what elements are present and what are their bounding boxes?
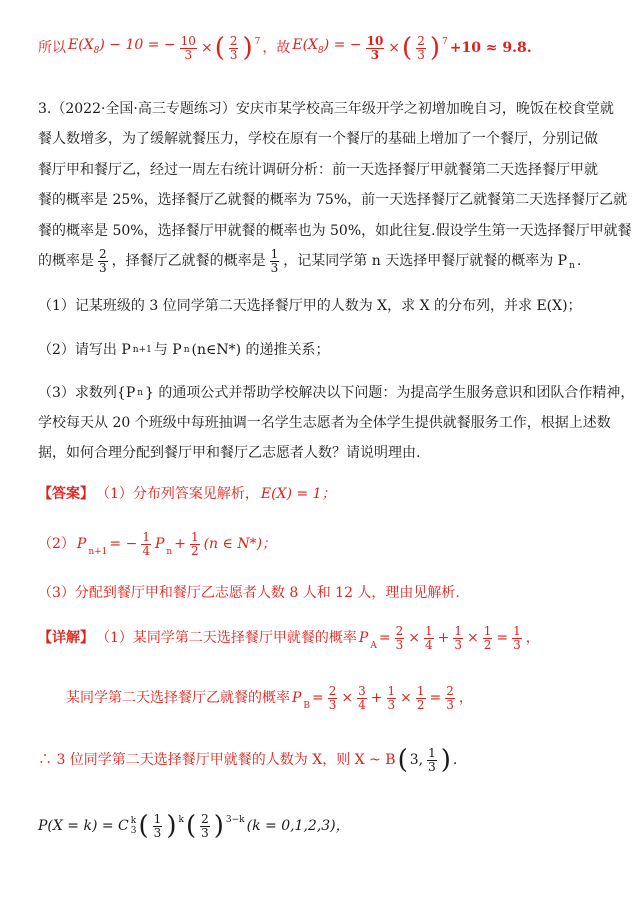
fraction: [180, 35, 197, 62]
math: (k = 0,1,2,3)，: [246, 818, 350, 834]
paren: (: [402, 33, 413, 63]
problem-line-4: 餐的概率是 25%，选择餐厅乙就餐的概率为 75%，前一天选择餐厅乙就餐第二天选择餐厅乙就: [38, 192, 628, 208]
denominator: 3: [99, 260, 107, 275]
question-3-line-3: 据，如何合理分配到餐厅甲和餐厅乙志愿者人数？请说明理由.: [38, 445, 421, 461]
numerator: 2: [328, 683, 337, 698]
math: E(X) = 1；: [260, 486, 336, 502]
paren: ): [440, 745, 451, 775]
detail-line-4: [38, 806, 622, 846]
text: ，择餐厅乙就餐的概率是: [111, 253, 266, 269]
detail-label: 【详解】: [38, 630, 94, 646]
fraction: [416, 685, 426, 712]
denominator: 3: [395, 637, 404, 652]
numerator: 2: [201, 811, 209, 826]
fraction: [190, 531, 200, 558]
text: 所以: [38, 40, 66, 56]
math-part: ) = −: [323, 37, 362, 54]
fraction: [270, 248, 280, 275]
math: = −: [109, 536, 138, 552]
denominator: 2: [190, 543, 199, 558]
subscript: n+1: [132, 345, 152, 355]
numerator: 1: [190, 529, 199, 544]
fraction: [153, 813, 163, 840]
paren: ): [213, 811, 224, 841]
fraction: [387, 685, 397, 712]
math: P: [292, 690, 302, 706]
paren: (: [185, 811, 197, 841]
math: P: [76, 536, 87, 552]
combination-indices: [131, 816, 137, 836]
numerator: 2: [99, 246, 107, 261]
denominator: 4: [358, 697, 366, 712]
subscript: 8: [318, 45, 324, 56]
subscript: A: [370, 641, 377, 651]
question-1: （1）记某班级的 3 位同学第二天选择餐厅甲的人数为 X，求 X 的分布列，并求 E(X)；: [38, 298, 582, 314]
denominator: 3: [328, 697, 337, 712]
fraction: [98, 248, 108, 275]
denominator: 3: [428, 759, 436, 774]
fraction: [424, 625, 434, 652]
paren: (: [138, 811, 149, 841]
denominator: 3: [454, 637, 462, 652]
numerator: 1: [454, 623, 462, 638]
answer-line-2: [38, 526, 622, 562]
numerator: 1: [270, 246, 279, 261]
fraction: [357, 685, 367, 712]
prev-solution-line: [38, 28, 622, 68]
text: .: [452, 752, 458, 768]
denominator: 2: [483, 637, 492, 652]
math: [68, 35, 176, 61]
fraction: [445, 685, 455, 712]
numerator: 1: [513, 623, 521, 638]
fraction: [512, 625, 522, 652]
fraction: [395, 625, 405, 652]
problem-line-6: [38, 246, 622, 276]
fraction: [483, 625, 493, 652]
text: （3）求数列{P: [38, 385, 136, 401]
answer-line-3: （3）分配到餐厅甲和餐厅乙志愿者人数 8 人和 12 人，理由见解析.: [38, 585, 460, 601]
subscript: 8: [93, 45, 100, 56]
times-sign: ×: [388, 40, 401, 56]
math: +: [174, 536, 186, 552]
fraction: [427, 747, 437, 774]
denominator: 3: [184, 47, 193, 62]
fraction: [229, 35, 239, 62]
numerator: 2: [229, 33, 238, 48]
fraction: [453, 625, 463, 652]
denominator: 3: [417, 47, 425, 62]
numerator: 2: [446, 683, 454, 698]
fraction: [200, 813, 210, 840]
text: .: [576, 253, 582, 269]
problem-line-2: 餐人数增多，为了缓解就餐压力，学校在原有一个餐厅的基础上增加了一个餐厅，分别记做: [38, 131, 598, 147]
text: （1）某同学第二天选择餐厅甲就餐的概率: [96, 630, 357, 646]
fraction: [328, 685, 338, 712]
subscript: n: [569, 261, 575, 271]
math-part: E(X: [292, 37, 319, 54]
text: （2）请写出 P: [38, 342, 131, 358]
numerator: 1: [142, 529, 150, 544]
math: P(X = k) = C: [38, 818, 129, 834]
numerator: 1: [483, 623, 492, 638]
times-sign: ×: [200, 40, 213, 56]
math: (n ∈ N*)；: [203, 536, 277, 552]
math: =: [378, 630, 391, 646]
math: P: [358, 630, 369, 646]
denominator: 3: [229, 47, 238, 62]
answer-label: 【答案】: [38, 486, 94, 502]
text: （2）: [38, 536, 75, 552]
text: 某同学第二天选择餐厅乙就餐的概率: [66, 690, 290, 706]
denominator: 3: [153, 825, 162, 840]
paren: ): [166, 811, 177, 841]
text: } 的通项公式并帮助学校解决以下问题：为提高学生服务意识和团队合作精神，: [145, 385, 635, 401]
math-part: ) − 10 = −: [99, 37, 176, 54]
exponent: 7: [254, 37, 261, 47]
superscript: k: [130, 816, 137, 826]
detail-line-1: 【详解】 （1）某同学第二天选择餐厅甲就餐的概率 P $_A$ = $\frac{2}{3}$ × $\frac{1}{4}$ + $\frac{1}{3}$ × $\frac{1}{2}$ = $\frac{1}{3}$ ，: [38, 620, 622, 656]
denominator: 3: [370, 47, 380, 62]
exponent: 3−k: [225, 815, 245, 825]
text: +10 ≈ 9.8.: [449, 40, 532, 56]
subscript: n: [166, 547, 173, 557]
paren: (: [214, 33, 225, 63]
problem-line-5: 餐的概率是 50%，选择餐厅甲就餐的概率也为 50%，如此往复.假设学生第一天选择餐厅甲就餐: [38, 223, 632, 239]
fraction: [416, 35, 426, 62]
exponent: 7: [441, 37, 448, 47]
problem-line-3: 餐厅甲和餐厅乙，经过一周左右统计调研分析：前一天选择餐厅甲就餐第二天选择餐厅甲就: [38, 162, 598, 178]
math: 3,: [409, 752, 424, 768]
numerator: 1: [416, 683, 425, 698]
paren: ): [429, 33, 440, 63]
text: ，故: [262, 40, 291, 56]
fraction: [366, 35, 385, 62]
question-2: [38, 340, 622, 360]
denominator: 3: [446, 697, 454, 712]
numerator: 1: [428, 745, 436, 760]
text: （1）分布列答案见解析，: [96, 486, 259, 502]
denominator: 3: [513, 637, 521, 652]
paren: ): [242, 33, 253, 63]
math: [292, 35, 361, 61]
paren: (: [397, 745, 408, 775]
detail-line-2: 某同学第二天选择餐厅乙就餐的概率 P $_B$ = $\frac{2}{3}$ × $\frac{3}{4}$ + $\frac{1}{3}$ × $\frac{1}{2}$ = $\frac{2}{3}$ ，: [66, 680, 622, 716]
text: ∴ 3 位同学第二天选择餐厅甲就餐的人数为 X，则 X ~ B: [38, 752, 396, 768]
detail-line-3: [38, 742, 622, 778]
subscript: B: [303, 701, 311, 711]
text: ，记某同学第 n 天选择甲餐厅就餐的概率为 P: [283, 253, 568, 269]
subscript: n+1: [88, 547, 108, 557]
math-part: E(X: [68, 37, 94, 54]
denominator: 4: [424, 637, 433, 652]
problem-line-1: 3.（2022·全国·高三专题练习）安庆市某学校高三年级开学之初增加晚自习，晚饭在校食堂就: [38, 101, 614, 117]
subscript: n: [137, 388, 144, 398]
numerator: 2: [417, 33, 425, 48]
numerator: 10: [180, 33, 196, 48]
text: ，: [458, 690, 473, 706]
numerator: 2: [395, 623, 404, 638]
math: =: [312, 690, 324, 706]
numerator: 1: [387, 683, 396, 698]
denominator: 3: [201, 825, 209, 840]
question-3-line-2: 学校每天从 20 个班级中每班抽调一名学生志愿者为全体学生提供就餐服务工作，根据上述数: [38, 415, 611, 431]
numerator: 3: [358, 683, 366, 698]
answer-line-1: [38, 484, 622, 504]
numerator: 1: [153, 811, 162, 826]
text: 的概率是: [38, 253, 94, 269]
denominator: 2: [416, 697, 425, 712]
numerator: 10: [366, 33, 384, 48]
numerator: 1: [424, 623, 433, 638]
exponent: k: [178, 815, 184, 825]
denominator: 3: [387, 697, 396, 712]
text: 与 P: [153, 342, 182, 358]
fraction: [141, 531, 151, 558]
text: (n∈N*) 的递推关系；: [191, 342, 330, 358]
question-3-line-1: [38, 383, 635, 403]
subscript: 3: [130, 826, 137, 836]
math: P: [154, 536, 165, 552]
denominator: 3: [270, 260, 279, 275]
text: ，: [525, 630, 540, 646]
subscript: n: [183, 345, 190, 355]
denominator: 4: [142, 543, 150, 558]
